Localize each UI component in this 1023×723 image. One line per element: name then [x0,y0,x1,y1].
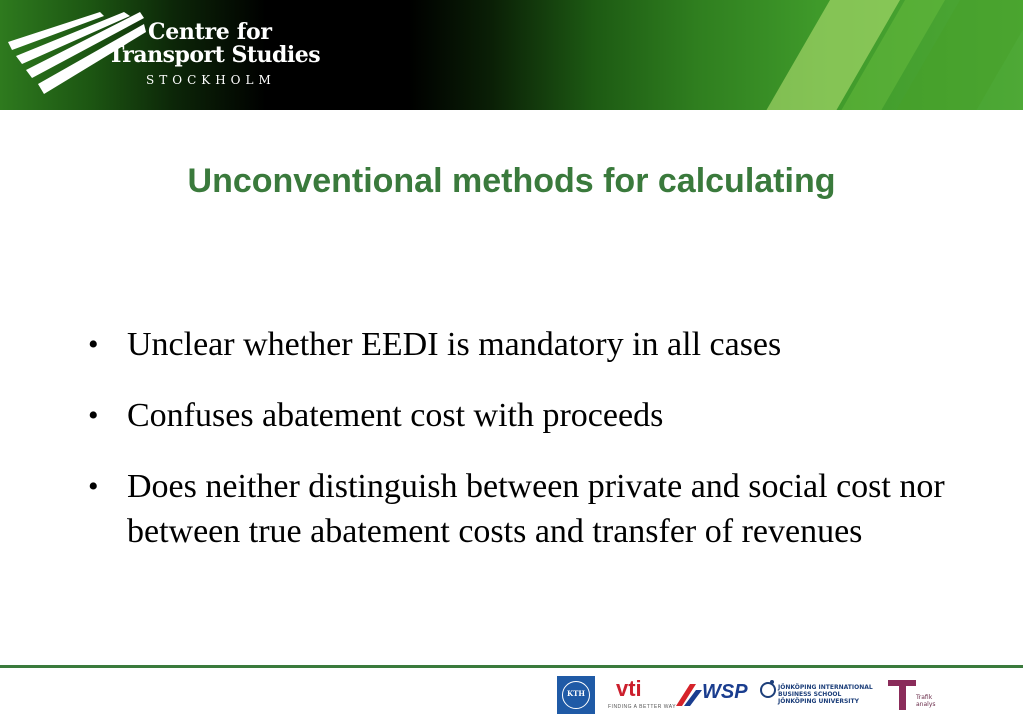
bullet-text: Does neither distinguish between private and social cost nor between true abatement costs and transfer of revenues [127,468,945,550]
footer-divider [0,665,1023,668]
jibs-logo-text: JÖNKÖPING INTERNATIONAL BUSINESS SCHOOL JÖNKÖPING UNIVERSITY [778,684,873,705]
brand-line-stockholm: STOCKHOLM [146,73,276,87]
vti-tagline: FINDING A BETTER WAY [608,704,677,710]
brand-line-centre-for: Centre for [148,19,272,45]
jibs-swirl-icon [760,678,778,702]
header-banner [0,0,1023,110]
bullet-item [88,464,948,554]
bullet-dot-icon: • [88,399,99,432]
jibs-logo [760,676,878,714]
kth-logo [557,676,595,714]
bullet-item [88,393,948,438]
brand-line-transport-studies: Transport Studies [108,42,321,68]
wsp-mark-icon [676,682,702,708]
vti-logo-text: vti [616,676,642,701]
wsp-logo-text: WSP [702,681,748,703]
trafikanalys-t-icon [888,676,918,712]
bullet-dot-icon: • [88,470,99,503]
slide-title: Unconventional methods for calculating [187,162,836,200]
vti-logo [608,676,677,714]
trafikanalys-logo [888,676,938,714]
kth-logo-text: KTH [567,689,585,698]
bullet-dot-icon: • [88,328,99,361]
trafikanalys-logo-text: Trafik analys [916,694,936,708]
bullet-item [88,322,948,367]
bullet-list [88,322,948,580]
wsp-logo [676,676,750,714]
bullet-text: Confuses abatement cost with proceeds [127,397,664,434]
bullet-text: Unclear whether EEDI is mandatory in all cases [127,326,782,363]
